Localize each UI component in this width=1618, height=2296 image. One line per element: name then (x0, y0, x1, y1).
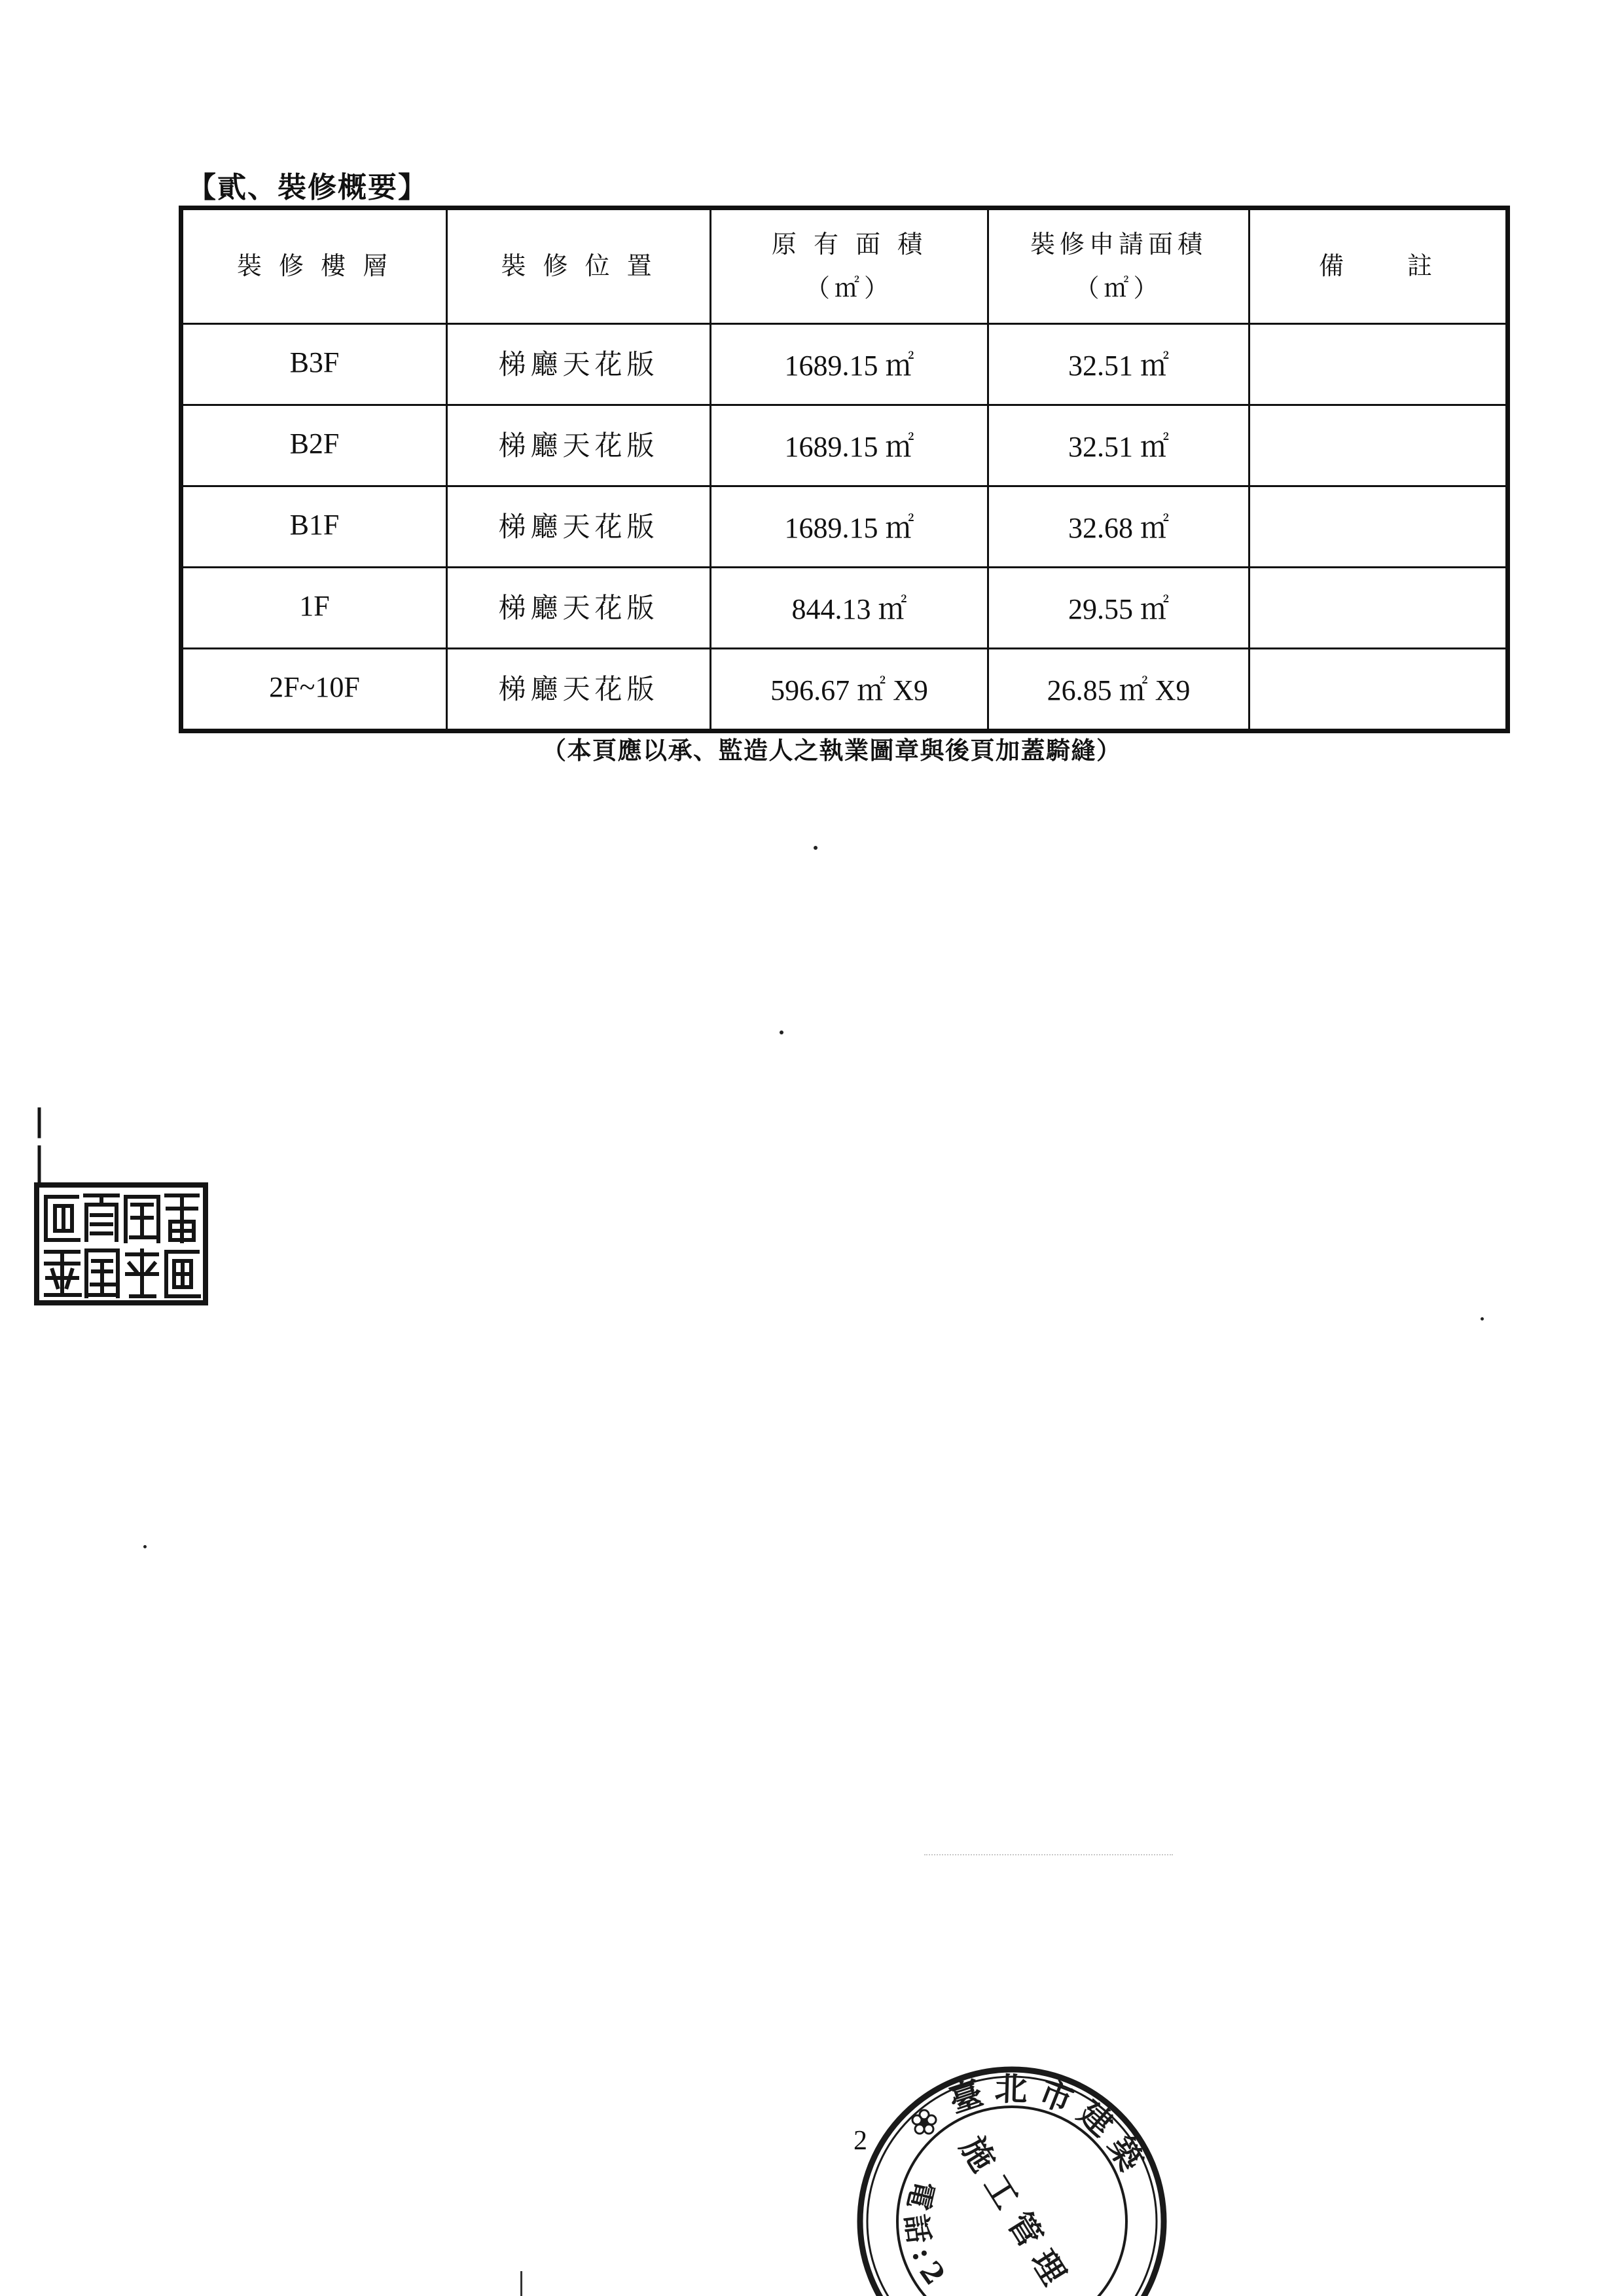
page-number: 2 (854, 2126, 867, 2156)
cell-location: 梯廳天花版 (447, 568, 711, 649)
scan-trace (924, 1854, 1173, 1855)
header-label: 備 註 (1318, 251, 1437, 281)
cell-location: 梯廳天花版 (447, 324, 711, 405)
seal-glyph (86, 1250, 118, 1296)
table-body (181, 324, 1508, 731)
cross-page-seal (26, 1106, 216, 1313)
cell-applied-area: 32.51 ㎡ (988, 405, 1249, 486)
cell-remarks (1249, 405, 1508, 486)
seal-glyph (166, 1252, 199, 1296)
cell-original-area: 1689.15 ㎡ (711, 405, 988, 486)
column-header-applied-area (988, 208, 1249, 324)
cell-original-area: 1689.15 ㎡ (711, 486, 988, 568)
seal-glyphs (46, 1195, 199, 1296)
section-heading: 【貳、裝修概要】 (187, 171, 428, 204)
table-row (181, 486, 1508, 568)
cell-applied-area: 32.51 ㎡ (988, 324, 1249, 405)
header-unit: （㎡） (1074, 274, 1163, 302)
scan-speck (780, 1030, 783, 1034)
seal-glyph (46, 1252, 80, 1295)
seal-glyph (127, 1250, 157, 1296)
official-round-stamp (844, 2062, 1172, 2296)
seal-instruction-note: （本頁應以承、監造人之執業圖章與後頁加蓋騎縫） (542, 736, 1122, 765)
cell-remarks (1249, 486, 1508, 568)
cell-floor: 2F~10F (181, 649, 447, 731)
column-header-original-area (711, 208, 988, 324)
cell-floor: B3F (181, 324, 447, 405)
table-row (181, 649, 1508, 731)
cell-location: 梯廳天花版 (447, 405, 711, 486)
header-label: 裝 修 位 置 (501, 251, 656, 281)
stamp-top-text-path: 臺北市建築 (944, 2069, 1155, 2185)
stamp-side-text (899, 2178, 956, 2296)
cell-remarks (1249, 649, 1508, 731)
header-unit: （㎡） (804, 274, 893, 302)
stamp-center-text (953, 2130, 1080, 2296)
stamp-center-text-path: 施工管理 (952, 2130, 1080, 2296)
header-label: 裝修申請面積 (1030, 229, 1207, 259)
scan-speck (814, 846, 818, 850)
cell-applied-area: 26.85 ㎡ X9 (988, 649, 1249, 731)
seal-glyph (166, 1195, 198, 1241)
seal-glyph (126, 1197, 158, 1241)
table-row (181, 405, 1508, 486)
column-header-remarks (1249, 208, 1508, 324)
cell-original-area: 1689.15 ㎡ (711, 324, 988, 405)
cell-floor: B1F (181, 486, 447, 568)
header-label: 原 有 面 積 (771, 229, 927, 259)
cell-location: 梯廳天花版 (447, 486, 711, 568)
table-header-row (181, 208, 1508, 324)
seal-glyph (46, 1197, 79, 1240)
column-header-location (447, 208, 711, 324)
header-label: 裝 修 樓 層 (236, 251, 393, 281)
renovation-summary-table (179, 206, 1510, 733)
cell-applied-area: 32.68 ㎡ (988, 486, 1249, 568)
cell-original-area: 596.67 ㎡ X9 (711, 649, 988, 731)
scan-speck (1481, 1317, 1484, 1321)
column-header-floor (181, 208, 447, 324)
cell-remarks (1249, 324, 1508, 405)
cell-original-area: 844.13 ㎡ (711, 568, 988, 649)
scan-speck (143, 1545, 147, 1548)
cell-applied-area: 29.55 ㎡ (988, 568, 1249, 649)
cell-remarks (1249, 568, 1508, 649)
cell-floor: 1F (181, 568, 447, 649)
page-edge-mark (520, 2271, 522, 2296)
cell-floor: B2F (181, 405, 447, 486)
table-row (181, 568, 1508, 649)
stamp-side-text-path: 電話:2 (898, 2177, 957, 2296)
cell-location: 梯廳天花版 (447, 649, 711, 731)
table-row (181, 324, 1508, 405)
seal-glyph (85, 1195, 118, 1240)
